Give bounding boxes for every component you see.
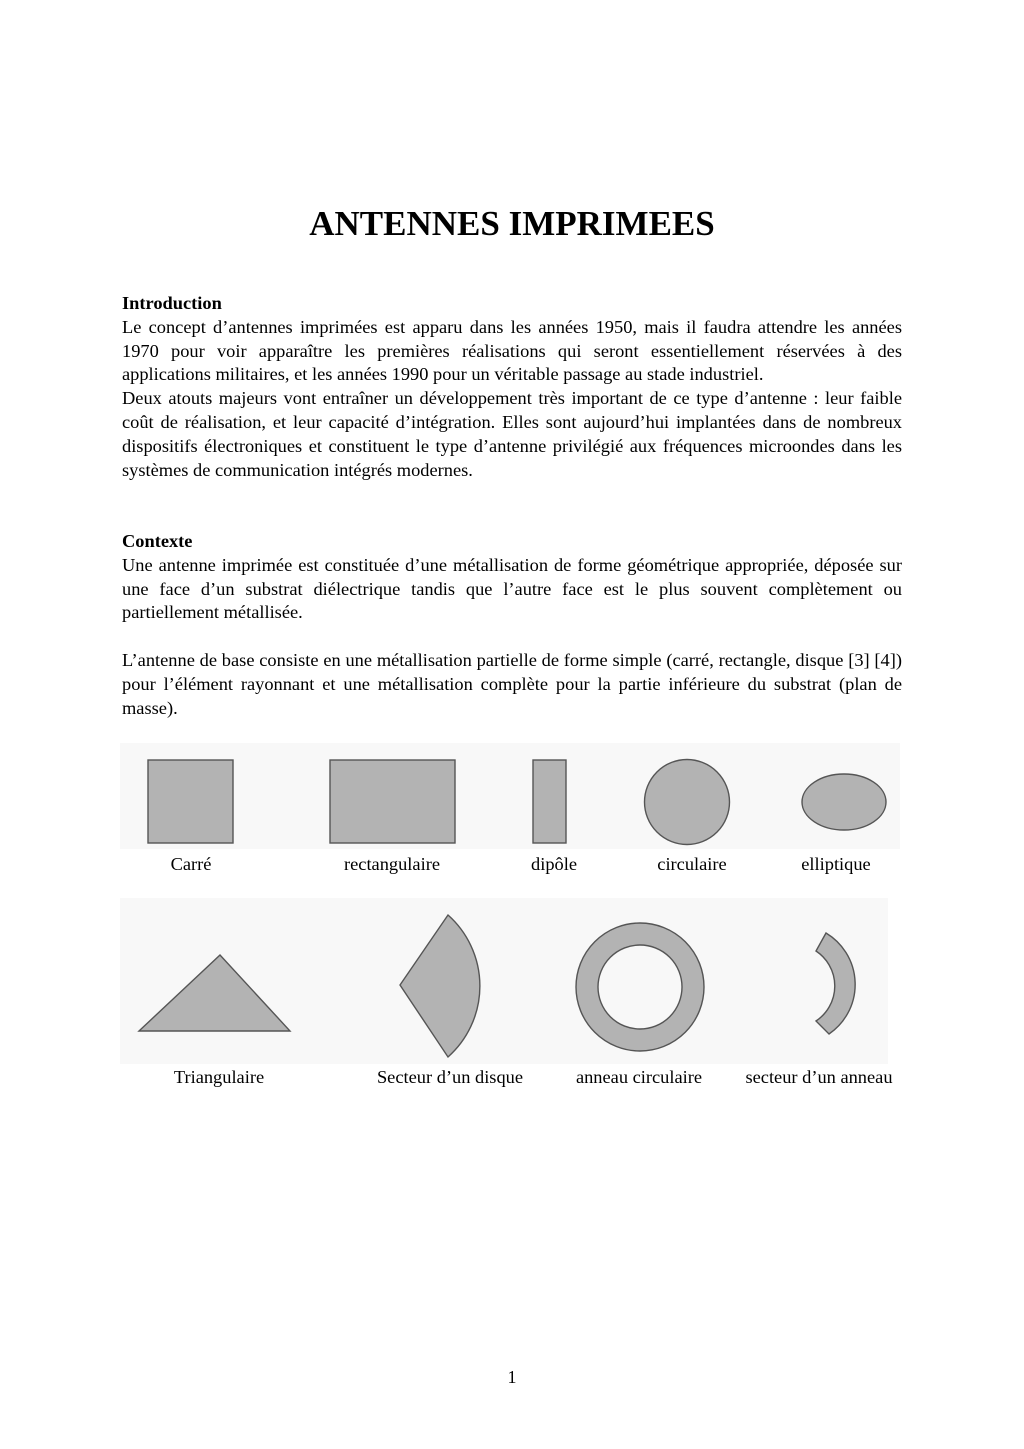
disk-sector-shape	[400, 915, 480, 1057]
label-rectangulaire: rectangulaire	[344, 854, 440, 874]
introduction-paragraph-1: Le concept d’antennes imprimées est apparu dans les années 1950, mais il faudra attendre les années 1970 pour voir apparaître les premières réalisations qui seront essentiellement réservées à des applications militaires, et les années 1990 pour un véritable passage au stade industriel.	[122, 316, 902, 385]
introduction-heading: Introduction	[122, 293, 222, 313]
ring-sector-shape	[816, 933, 855, 1034]
introduction-paragraph-2: Deux atouts majeurs vont entraîner un développement très important de ce type d’antenne : leur faible coût de réalisation, et leur capacité d’intégration. Elles sont aujourd’hui implantées dans de nombreux dispositifs électroniques et constituent le type d’antenne privilégié aux fréquences microondes dans les systèmes de communication intégrés modernes.	[122, 388, 902, 480]
label-elliptique: elliptique	[801, 854, 871, 874]
square-shape	[148, 760, 233, 843]
contexte-heading: Contexte	[122, 531, 193, 551]
rectangle-shape	[330, 760, 455, 843]
label-secteur-anneau: secteur d’un anneau	[745, 1067, 893, 1087]
contexte-paragraph-1: Une antenne imprimée est constituée d’une métallisation de forme géométrique appropriée, déposée sur une face d’un substrat diélectrique tandis que l’autre face est le plus souvent complètement ou partiellement métallisée.	[122, 554, 902, 623]
dipole-shape	[533, 760, 566, 843]
label-carre: Carré	[170, 854, 212, 874]
label-dipole: dipôle	[531, 854, 577, 874]
circle-shape	[645, 760, 730, 845]
introduction-section	[122, 292, 902, 482]
ellipse-shape	[802, 774, 886, 830]
base-antenna-section	[122, 649, 902, 720]
shapes-row-1-svg	[120, 743, 900, 849]
label-secteur-disque: Secteur d’un disque	[376, 1067, 524, 1087]
contexte-paragraph-2: L’antenne de base consiste en une métallisation partielle de forme simple (carré, rectangle, disque [3] [4]) pour l’élément rayonnant et une métallisation complète pour la partie inférieure du substrat (plan de masse).	[122, 650, 902, 718]
page-number: 1	[507, 1367, 517, 1387]
shapes-figure-row-2	[120, 898, 888, 1064]
shapes-row-2-svg	[120, 898, 888, 1064]
ring-shape	[576, 923, 704, 1051]
label-triangulaire: Triangulaire	[173, 1067, 265, 1087]
label-circulaire: circulaire	[657, 854, 727, 874]
page-title: ANTENNES IMPRIMEES	[309, 204, 715, 243]
shapes-figure-row-1	[120, 743, 900, 849]
contexte-section	[122, 530, 902, 625]
triangle-shape	[139, 955, 290, 1031]
label-anneau-circulaire: anneau circulaire	[575, 1067, 703, 1087]
